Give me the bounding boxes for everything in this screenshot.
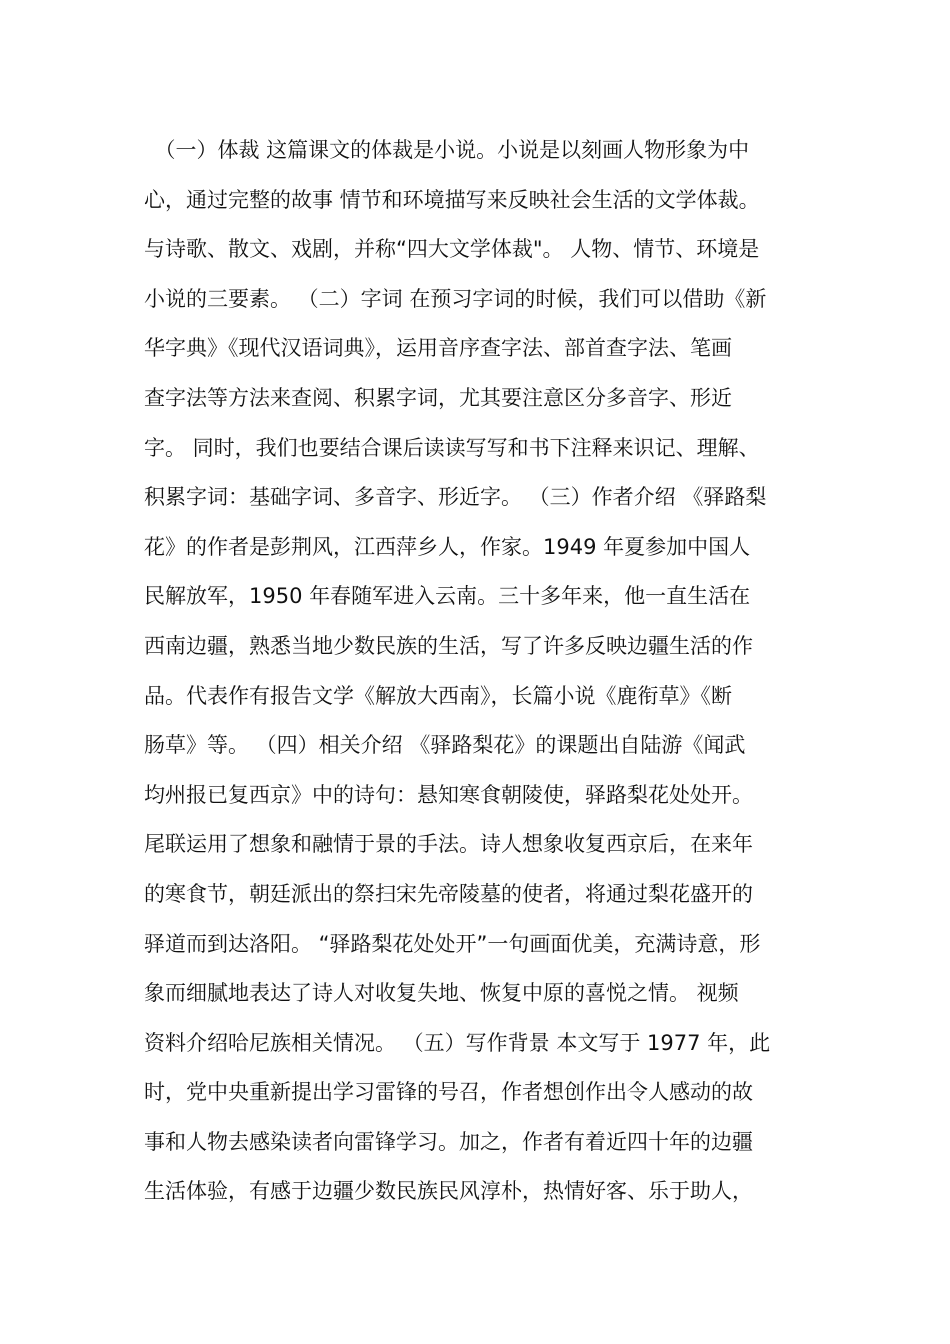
text-line: 心，通过完整的故事 情节和环境描写来反映社会生活的文学体裁。	[144, 187, 760, 212]
text-line: 均州报已复西京》中的诗句：悬知寒食朝陵使，驿路梨花处处开。	[144, 782, 753, 807]
text-line: 驿道而到达洛阳。 “驿路梨花处处开”一句画面优美，充满诗意，形	[144, 931, 761, 956]
text-line: 时，党中央重新提出学习雷锋的号召，作者想创作出令人感动的故	[144, 1080, 753, 1105]
text-line: 肠草》等。 （四）相关介绍 《驿路梨花》的课题出自陆游《闻武	[144, 733, 746, 758]
text-line: 事和人物去感染读者向雷锋学习。加之，作者有着近四十年的边疆	[144, 1129, 753, 1154]
text-line: 华字典》《现代汉语词典》，运用音序查字法、部首查字法、笔画	[144, 336, 732, 361]
text-line: （一）体裁 这篇课文的体裁是小说。小说是以刻画人物形象为中	[144, 138, 750, 162]
text-line: 尾联运用了想象和融情于景的手法。诗人想象收复西京后，在来年	[144, 832, 753, 857]
text-line: 生活体验，有感于边疆少数民族民风淳朴，热情好客、乐于助人，	[144, 1179, 753, 1204]
text-line: 的寒食节，朝廷派出的祭扫宋先帝陵墓的使者，将通过梨花盛开的	[144, 881, 753, 906]
text-line: 民解放军，1950 年春随军进入云南。三十多年来，他一直生活在	[144, 584, 751, 609]
text-line: 西南边疆，熟悉当地少数民族的生活，写了许多反映边疆生活的作	[144, 633, 753, 658]
text-line: 象而细腻地表达了诗人对收复失地、恢复中原的喜悦之情。 视频	[144, 981, 739, 1006]
text-line: 小说的三要素。 （二）字词 在预习字词的时候，我们可以借助《新	[144, 286, 767, 311]
text-line: 资料介绍哈尼族相关情况。 （五）写作背景 本文写于 1977 年，此	[144, 1030, 771, 1055]
text-line: 花》的作者是彭荆风，江西萍乡人，作家。1949 年夏参加中国人	[144, 534, 751, 559]
text-line: 品。代表作有报告文学《解放大西南》，长篇小说《鹿衔草》《断	[144, 683, 732, 708]
body-text	[144, 126, 814, 1217]
text-line: 查字法等方法来查阅、积累字词，尤其要注意区分多音字、形近	[144, 385, 732, 410]
text-line: 积累字词：基础字词、多音字、形近字。 （三）作者介绍 《驿路梨	[144, 485, 767, 510]
text-line: 字。 同时，我们也要结合课后读读写写和书下注释来识记、理解、	[144, 435, 760, 460]
text-line: 与诗歌、散文、戏剧，并称“四大文学体裁"。 人物、情节、环境是	[144, 237, 760, 262]
